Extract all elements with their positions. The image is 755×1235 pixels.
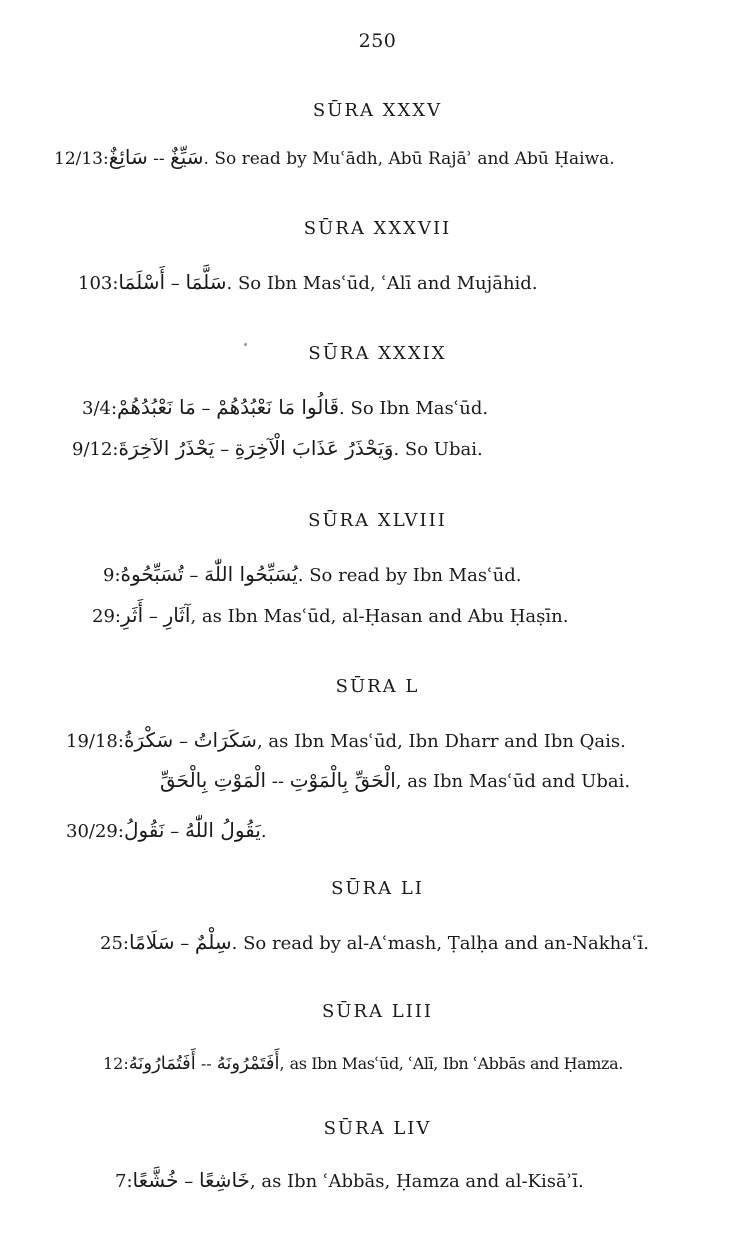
separator: --	[195, 1054, 217, 1073]
arabic-reading: وَيَحْذَرُ عَذَابَ الْآخِرَةِ	[234, 436, 394, 460]
reading-entry	[72, 436, 483, 460]
reading-note: . So read by al-Aʿmash, Ṭalḥa and an-Nakhaʿī.	[231, 933, 650, 954]
arabic-reading: سَيِّغٌ	[170, 145, 204, 169]
arabic-reading: سَلَّمَا	[185, 270, 227, 294]
reading-entry	[103, 562, 521, 586]
arabic-variant: نَقُولُ	[123, 818, 165, 842]
verse-reference: 9/12:	[72, 439, 119, 460]
separator: –	[178, 1171, 199, 1192]
verse-reference: 103:	[78, 273, 119, 294]
verse-reference: 12/13:	[54, 149, 109, 169]
verse-reference: 30/29:	[66, 821, 124, 842]
reading-entry	[54, 145, 615, 169]
arabic-variant: يَحْذَرُ الآخِرَةَ	[118, 436, 215, 460]
reading-entry	[115, 1168, 584, 1192]
verse-reference: 9:	[103, 565, 121, 586]
arabic-variant: خُشَّعًا	[132, 1168, 179, 1192]
reading-entry	[78, 270, 538, 294]
reading-note: , as Ibn Masʿūd and Ubai.	[395, 771, 631, 792]
arabic-variant: تُسَبِّحُوهُ	[120, 562, 184, 586]
page-number: 250	[358, 30, 397, 52]
reading-note: .	[260, 821, 267, 842]
verse-reference: 12:	[103, 1054, 129, 1073]
arabic-reading: سِلْمٌ	[194, 930, 232, 954]
verse-reference: 19/18:	[66, 731, 124, 752]
verse-reference: 29:	[92, 606, 121, 627]
separator: –	[183, 565, 205, 586]
reading-note: , as Ibn ʿAbbās, Ḥamza and al-Kisāʾī.	[249, 1171, 584, 1192]
verse-reference: 25:	[100, 933, 129, 954]
reading-entry	[103, 1053, 623, 1074]
separator: --	[266, 771, 290, 792]
sura-heading: SŪRA LI	[331, 878, 424, 899]
reading-note: . So Ibn Masʿūd.	[339, 398, 489, 419]
reading-note: . So Ubai.	[393, 439, 483, 460]
reading-entry	[82, 395, 488, 419]
arabic-variant: سَكْرَةُ	[123, 728, 174, 752]
arabic-variant: أَسْلَمَا	[118, 270, 166, 294]
reading-note: . So read by Muʿādh, Abū Rajāʾ and Abū Ḥaiwa.	[203, 149, 615, 169]
separator: –	[164, 821, 185, 842]
arabic-reading: الْحَقِّ بِالْمَوْتِ	[289, 768, 396, 792]
arabic-variant: سَائِغٌ	[108, 145, 148, 169]
arabic-reading: سَكَرَاتُ	[193, 728, 257, 752]
sura-heading: SŪRA XXXV	[312, 100, 443, 121]
arabic-variant: مَا نَعْبُدُهُمْ	[117, 395, 196, 419]
reading-entry	[66, 818, 267, 842]
arabic-reading: قَالُوا مَا نَعْبُدُهُمْ	[216, 395, 340, 419]
reading-entry	[66, 728, 626, 752]
arabic-reading: يُسَبِّحُوا اللّٰهَ	[204, 562, 298, 586]
sura-heading: SŪRA XLVIII	[308, 510, 447, 531]
separator: –	[174, 933, 195, 954]
arabic-reading: يَقُولُ اللّٰهُ	[184, 818, 261, 842]
reading-note: . So read by Ibn Masʿūd.	[297, 565, 522, 586]
verse-reference: 3/4:	[82, 398, 118, 419]
separator: –	[143, 606, 164, 627]
arabic-reading: أَفَتَمْرُونَهُ	[216, 1053, 280, 1074]
reading-note: , as Ibn Masʿūd, Ibn Dharr and Ibn Qais.	[256, 731, 626, 752]
separator: –	[195, 398, 217, 419]
separator: –	[165, 273, 186, 294]
separator: --	[147, 149, 171, 169]
sura-heading: SŪRA XXXVII	[303, 218, 452, 239]
reading-entry	[100, 930, 649, 954]
sura-heading: SŪRA L	[335, 676, 420, 697]
verse-reference: 7:	[115, 1171, 133, 1192]
arabic-variant: الْمَوْتِ بِالْحَقِّ	[160, 768, 267, 792]
sura-heading: SŪRA XXXIX	[308, 343, 447, 364]
reading-note: , as Ibn Masʿūd, al-Ḥasan and Abu Ḥaṣīn.	[190, 606, 569, 627]
separator: –	[214, 439, 235, 460]
arabic-reading: آثَارِ	[163, 603, 191, 627]
separator: –	[173, 731, 194, 752]
arabic-variant: أَثَرِ	[120, 603, 144, 627]
reading-entry	[92, 603, 568, 627]
arabic-variant: سَلَامًا	[128, 930, 175, 954]
reading-note: , as Ibn Masʿūd, ʿAlī, Ibn ʿAbbās and Ḥamza.	[279, 1054, 623, 1073]
reading-note: . So Ibn Masʿūd, ʿAlī and Mujāhid.	[226, 273, 538, 294]
sura-heading: SŪRA LIV	[323, 1118, 432, 1139]
reading-entry	[160, 768, 630, 792]
sura-heading: SŪRA LIII	[321, 1001, 434, 1022]
arabic-variant: أَفَتُمَارُونَهُ	[128, 1053, 196, 1074]
arabic-reading: خَاشِعًا	[198, 1168, 250, 1192]
